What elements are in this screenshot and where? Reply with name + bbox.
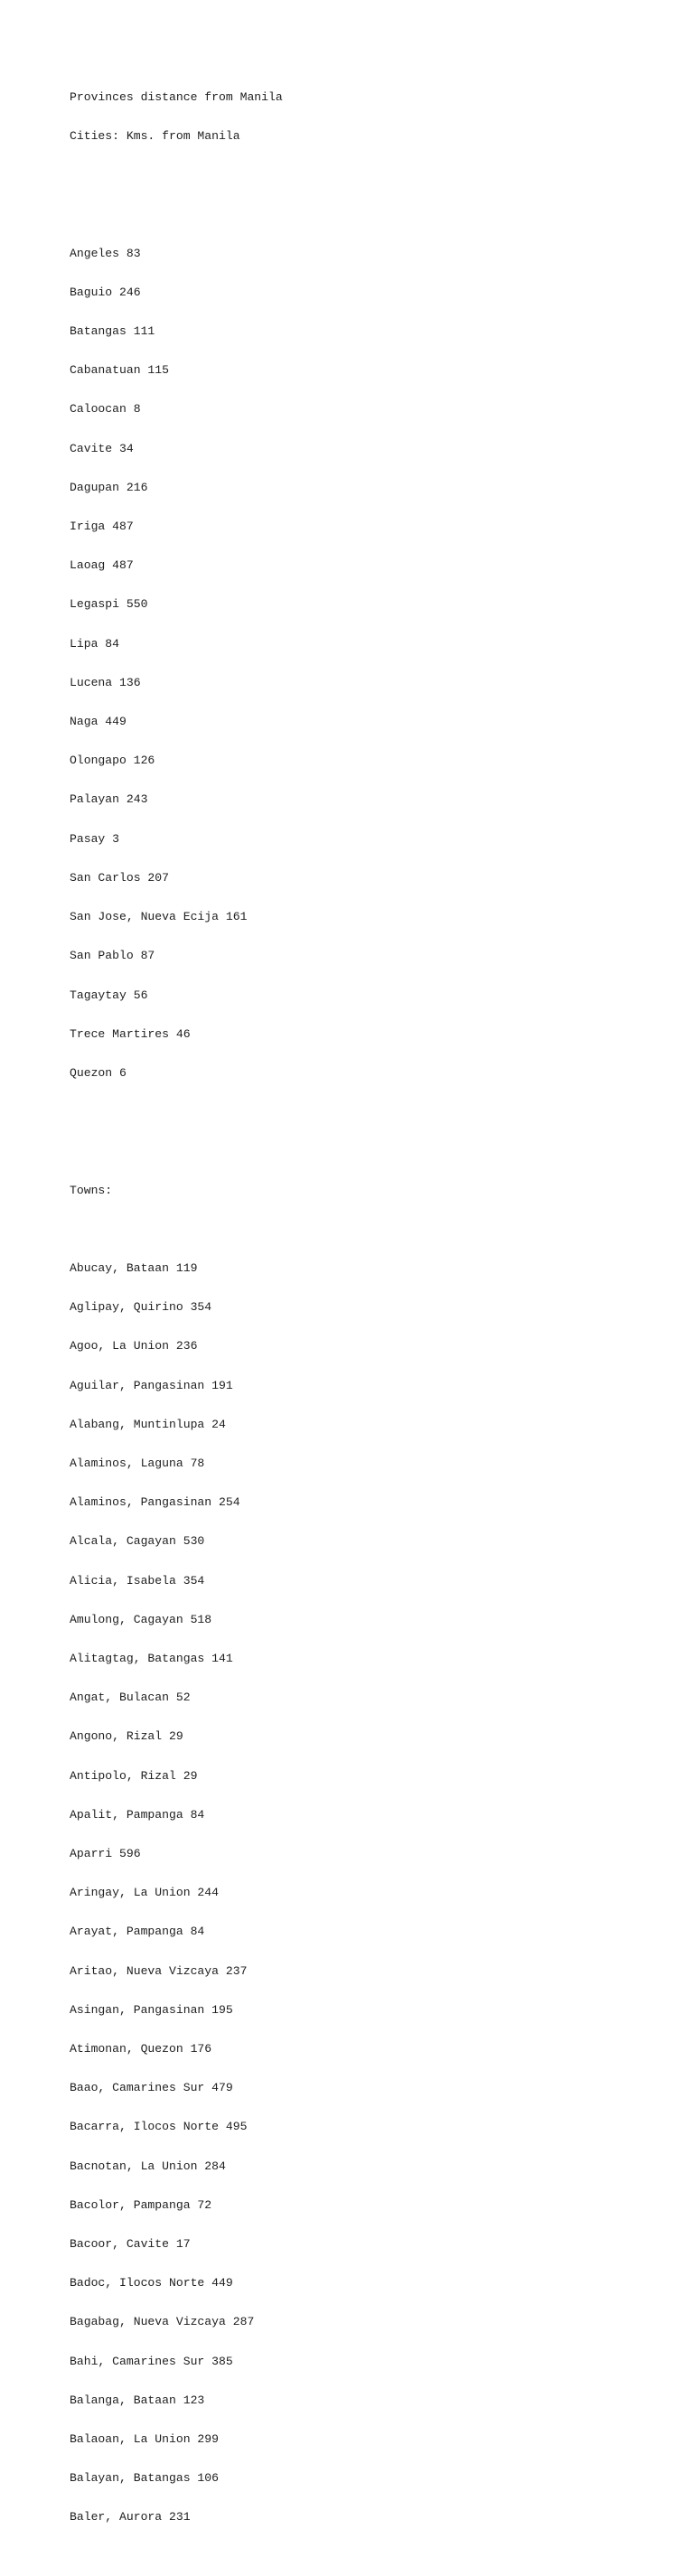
list-item: Amulong, Cagayan 518 — [70, 1612, 212, 1626]
blank-line — [70, 1145, 283, 1157]
list-item: Olongapo 126 — [70, 754, 155, 768]
list-item: Iriga 487 — [70, 520, 134, 534]
list-item: Alicia, Isabela 354 — [70, 1573, 205, 1588]
list-item: Aritao, Nueva Vizcaya 237 — [70, 1963, 248, 1978]
list-item: Palayan 243 — [70, 792, 148, 807]
list-item: San Jose, Nueva Ecija 161 — [70, 910, 248, 924]
list-item: Baguio 246 — [70, 285, 141, 299]
document-title: Provinces distance from Manila — [70, 89, 283, 104]
blank-line — [70, 169, 283, 182]
list-item: Pasay 3 — [70, 831, 120, 846]
list-item: Laoag 487 — [70, 558, 134, 573]
list-item: San Carlos 207 — [70, 870, 170, 885]
list-item: Bagabag, Nueva Vizcaya 287 — [70, 2315, 255, 2329]
cities-heading: Cities: Kms. from Manila — [70, 129, 240, 144]
list-item: Alcala, Cagayan 530 — [70, 1534, 205, 1549]
list-item: Legaspi 550 — [70, 597, 148, 612]
list-item: Bacarra, Ilocos Norte 495 — [70, 2120, 248, 2134]
list-item: Alaminos, Pangasinan 254 — [70, 1495, 240, 1510]
list-item: Lucena 136 — [70, 675, 141, 689]
cities-list — [70, 221, 283, 1106]
list-item: Badoc, Ilocos Norte 449 — [70, 2276, 233, 2290]
list-item: Abucay, Bataan 119 — [70, 1260, 198, 1275]
list-item: Alabang, Muntinlupa 24 — [70, 1417, 226, 1431]
list-item: San Pablo 87 — [70, 949, 155, 963]
list-item: Tagaytay 56 — [70, 988, 148, 1002]
list-item: Quezon 6 — [70, 1065, 127, 1080]
list-item: Atimonan, Quezon 176 — [70, 2042, 212, 2056]
list-item: Dagupan 216 — [70, 480, 148, 494]
list-item: Alitagtag, Batangas 141 — [70, 1651, 233, 1665]
list-item: Asingan, Pangasinan 195 — [70, 2002, 233, 2017]
list-item: Angono, Rizal 29 — [70, 1729, 183, 1744]
list-item: Aparri 596 — [70, 1847, 141, 1860]
list-item: Angat, Bulacan 52 — [70, 1691, 191, 1705]
list-item: Apalit, Pampanga 84 — [70, 1807, 205, 1822]
list-item: Aglipay, Quirino 354 — [70, 1300, 212, 1315]
list-item: Caloocan 8 — [70, 402, 141, 417]
list-item: Baler, Aurora 231 — [70, 2510, 191, 2524]
list-item: Naga 449 — [70, 715, 127, 729]
list-item: Bahi, Camarines Sur 385 — [70, 2354, 233, 2368]
list-item: Aringay, La Union 244 — [70, 1886, 220, 1900]
document-text — [70, 65, 283, 2576]
list-item: Lipa 84 — [70, 636, 120, 651]
towns-heading: Towns: — [70, 1183, 113, 1197]
list-item: Trece Martires 46 — [70, 1026, 191, 1041]
list-item: Balanga, Bataan 123 — [70, 2393, 205, 2407]
list-item: Agoo, La Union 236 — [70, 1339, 198, 1354]
list-item: Balaoan, La Union 299 — [70, 2432, 220, 2447]
list-item: Bacnotan, La Union 284 — [70, 2159, 226, 2173]
list-item: Antipolo, Rizal 29 — [70, 1768, 198, 1783]
list-item: Cabanatuan 115 — [70, 363, 170, 378]
list-item: Arayat, Pampanga 84 — [70, 1925, 205, 1939]
list-item: Angeles 83 — [70, 246, 141, 260]
list-item: Batangas 111 — [70, 324, 155, 339]
list-item: Balayan, Batangas 106 — [70, 2471, 220, 2486]
list-item: Bacolor, Pampanga 72 — [70, 2197, 212, 2212]
list-item: Baao, Camarines Sur 479 — [70, 2081, 233, 2095]
list-item: Aguilar, Pangasinan 191 — [70, 1378, 233, 1392]
list-item: Bacoor, Cavite 17 — [70, 2237, 191, 2252]
list-item: Cavite 34 — [70, 441, 134, 455]
list-item: Alaminos, Laguna 78 — [70, 1456, 205, 1470]
towns-list — [70, 1236, 283, 2551]
